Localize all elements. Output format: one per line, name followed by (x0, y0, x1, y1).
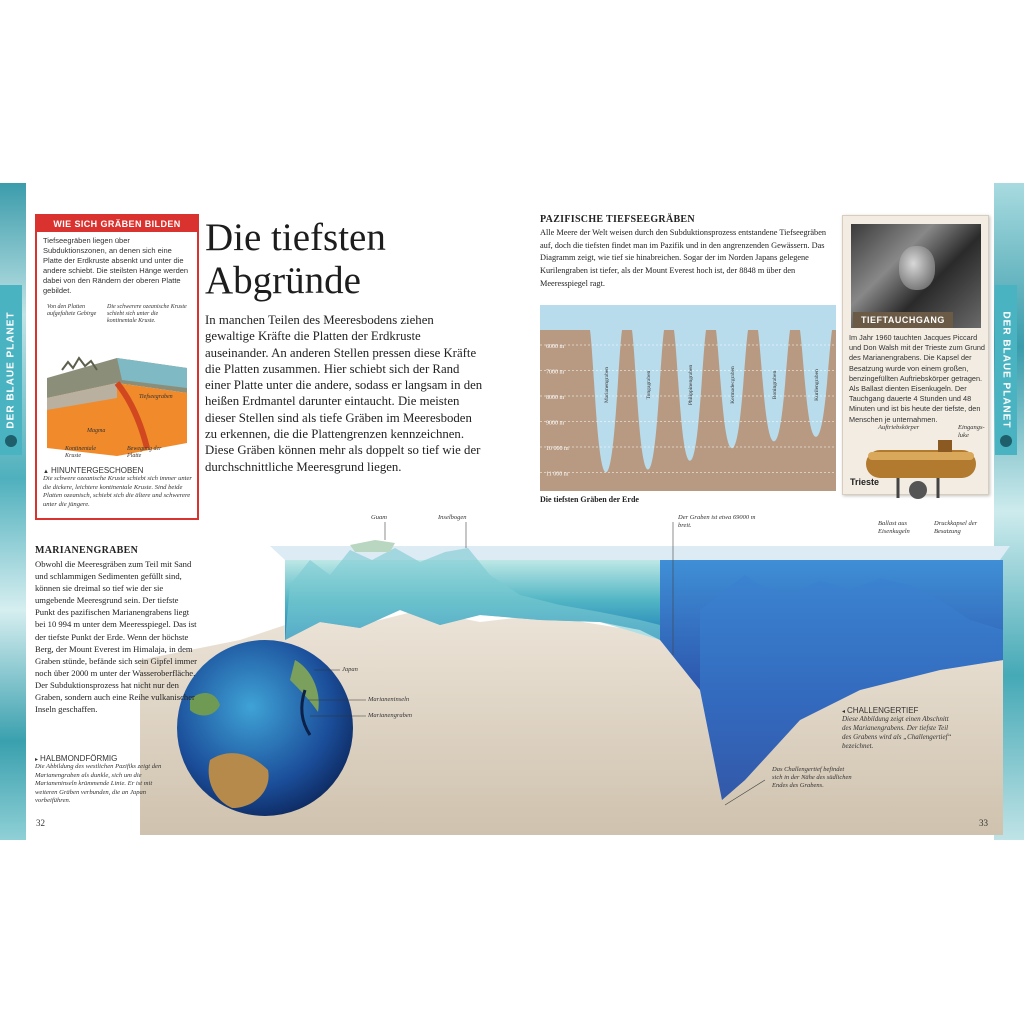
title-line-1: Die tiefsten (205, 216, 386, 259)
caption-head: HINUNTERGESCHOBEN (50, 466, 144, 475)
chart-category-label: Philippinengraben (688, 364, 694, 406)
pacific-heading: PAZIFISCHE TIEFSEEGRÄBEN (540, 214, 695, 225)
half-moon-text: Die Abbildung des westlichen Pazifiks zeigt den Marianengraben als dunkle, sich um die Marianeninseln krümmende Linie. Er ist mit weiteren Gräben verbunden, die an Japan vorbeiführen. (35, 763, 162, 804)
label-trench: Tiefseegraben (139, 394, 173, 400)
chart-category-label: Kermadecgraben (730, 366, 736, 404)
page-number-left: 32 (36, 818, 45, 828)
label-buoyancy: Auftriebskörper (878, 424, 920, 431)
guam-island (350, 540, 395, 552)
caption-text: Die schwere ozeanische Kruste schiebt sich immer unter die dickere, leichtere kontinentale Kruste. Sind beide Platten ozeanisch, schiebt sich die ältere und schwerere unter die jüngere. (43, 475, 193, 508)
globe-label-japan: Japan (342, 666, 358, 673)
triangle-icon: ▲ (43, 469, 49, 475)
globe-label-trench: Marianengraben (368, 712, 413, 719)
globe-label-islands: Marianeninseln (368, 696, 410, 703)
challenger-text: Diese Abbildung zeigt einen Abschnitt des Marianengrabens. Der tiefste Teil des Grabens wird als „Challengertief“ bezeichnet. (842, 715, 952, 750)
label-guam: Guam (371, 514, 387, 521)
marianen-text: Obwohl die Meeresgräben zum Teil mit Sand und schlammigen Sedimenten gefüllt sind, können sie dreimal so tief wie der sie umgebende Meeresgrund sein. Der tiefste Punkt des pazifischen Marianengrabens liegt bei 10 994 m unter dem Meeresspiegel. Das ist der tiefste Punkt der Erde. Wenn der höchste Berg, der Mount Everest im Himalaja, in dem Graben stünde, befände sich sein Gipfel immer noch über 2000 m unter der Wasseroberfläche. Der Subduktionsprozess hat nicht nur den Graben, sondern auch eine Reihe vulkanischer Inseln geschaffen. (35, 559, 198, 715)
chart-tick-label: 6000 m (546, 344, 565, 350)
chart-tick-label: 11 000 m (546, 471, 569, 478)
label-plate-movement: Bewegung der Platte (127, 446, 162, 459)
dive-text: Im Jahr 1960 tauchten Jacques Piccard und Don Walsh mit der Trieste zum Grund des Marianengrabens. Die Kapsel der Besatzung wurde von einem großen, benzingefüllten Auftriebskörper getragen. Als Ballast dienten Eisenkugeln. Der Tauchgang dauerte 4 Stunden und 48 Minuten und ist bis heute der tiefste, den Menschen je unternahmen. (849, 333, 985, 424)
trieste-name: Trieste (850, 477, 880, 487)
label-ballast: Ballast aus Eisenkugeln (878, 520, 910, 535)
label-mountains: Von den Platten aufgefaltete Gebirge (47, 304, 97, 317)
title-line-2: Abgründe (205, 259, 361, 302)
challenger-head: CHALLENGERTIEF (847, 706, 919, 715)
chart-tick-label: 9000 m (546, 420, 565, 427)
trieste-illustration (858, 428, 983, 510)
box-caption (43, 466, 193, 509)
label-capsule: Druckkapsel der Besatzung (934, 520, 978, 535)
dive-label: TIEFTAUCHGANG (853, 312, 953, 328)
chart-category-label: Tongagraben (646, 370, 652, 400)
page-title (205, 216, 445, 302)
marianen-heading: MARIANENGRABEN (35, 545, 139, 556)
triangle-left-icon: ◂ (842, 709, 846, 715)
chart-tick-label: 8000 m (546, 395, 565, 401)
label-island-arc: Inselbogen (438, 514, 467, 521)
label-oceanic-crust: Die schwerere ozeanische Kruste schiebt sich unter die kontinentale Kruste. (107, 304, 187, 324)
pacific-text: Alle Meere der Welt weisen durch den Subduktionsprozess entstandene Tiefseegräben auf, doch die tiefsten findet man im Pazifik und in den angrenzenden Gewässern. Das Diagramm zeigt, wie tief sie hinabreichen. Sogar der im Norden Japans gelegene Kurilengraben ist tiefer, als der Mount Everest hoch ist, der 8848 m über den Meeresspiegel ragt. (540, 228, 827, 288)
chart-category-label: Marianengraben (604, 366, 610, 404)
page-number-right: 33 (979, 818, 988, 828)
chart-tick-label: 7000 m (546, 369, 565, 376)
trench-formation-box (35, 214, 199, 520)
chart-tick-label: 10 000 m (546, 446, 569, 452)
chart-category-label: Kurilengraben (814, 369, 820, 401)
box-header: WIE SICH GRÄBEN BILDEN (37, 216, 197, 232)
triangle-right-icon: ▸ (35, 757, 39, 763)
chart-caption: Die tiefsten Gräben der Erde (540, 495, 639, 504)
side-tab-right-label: DER BLAUE PLANET (1000, 311, 1012, 429)
label-trench-width: Der Graben ist etwa 69000 m breit. (678, 514, 756, 529)
label-continental-crust: Kontinentale Kruste (65, 446, 96, 459)
label-magma: Magma (87, 428, 106, 434)
intro-text: In manchen Teilen des Meeresbodens ziehen gewaltige Kräfte die Platten der Erdkruste auseinander. An anderen Stellen pressen diese Kräfte die Platten zusammen. Hier schiebt sich der Rand einer Platte unter die andere, sodass er langsam in den heißen Erdmantel darunter eintaucht. Die meisten dieser Stellen sind als tiefe Gräben im Meeresboden zu erkennen, die die Plattengrenzen kennzeichnen. Diese Gräben können mehr als doppelt so tief wie der durchschnittliche Meeresgrund liegen. (205, 313, 483, 474)
label-deepest-point: Das Challengertief befindet sich in der Nähe des südlichen Endes des Grabens. (772, 766, 852, 789)
box-text: Tiefseegräben liegen über Subduktionszonen, an denen sich eine Platte der Erdkruste absenkt und unter die andere schiebt. Die steilsten Hänge werden dabei von den Rändern der oberen Platte gebildet. (43, 236, 189, 295)
trench-depth-chart (540, 305, 836, 491)
side-tab-left-label: DER BLAUE PLANET (5, 311, 17, 429)
half-moon-caption (35, 754, 165, 806)
label-hatch: Eingangs-luke (958, 424, 985, 439)
half-moon-head: HALBMONDFÖRMIG (40, 754, 118, 763)
chart-category-label: Boningraben (772, 370, 778, 400)
challenger-caption (842, 706, 952, 751)
